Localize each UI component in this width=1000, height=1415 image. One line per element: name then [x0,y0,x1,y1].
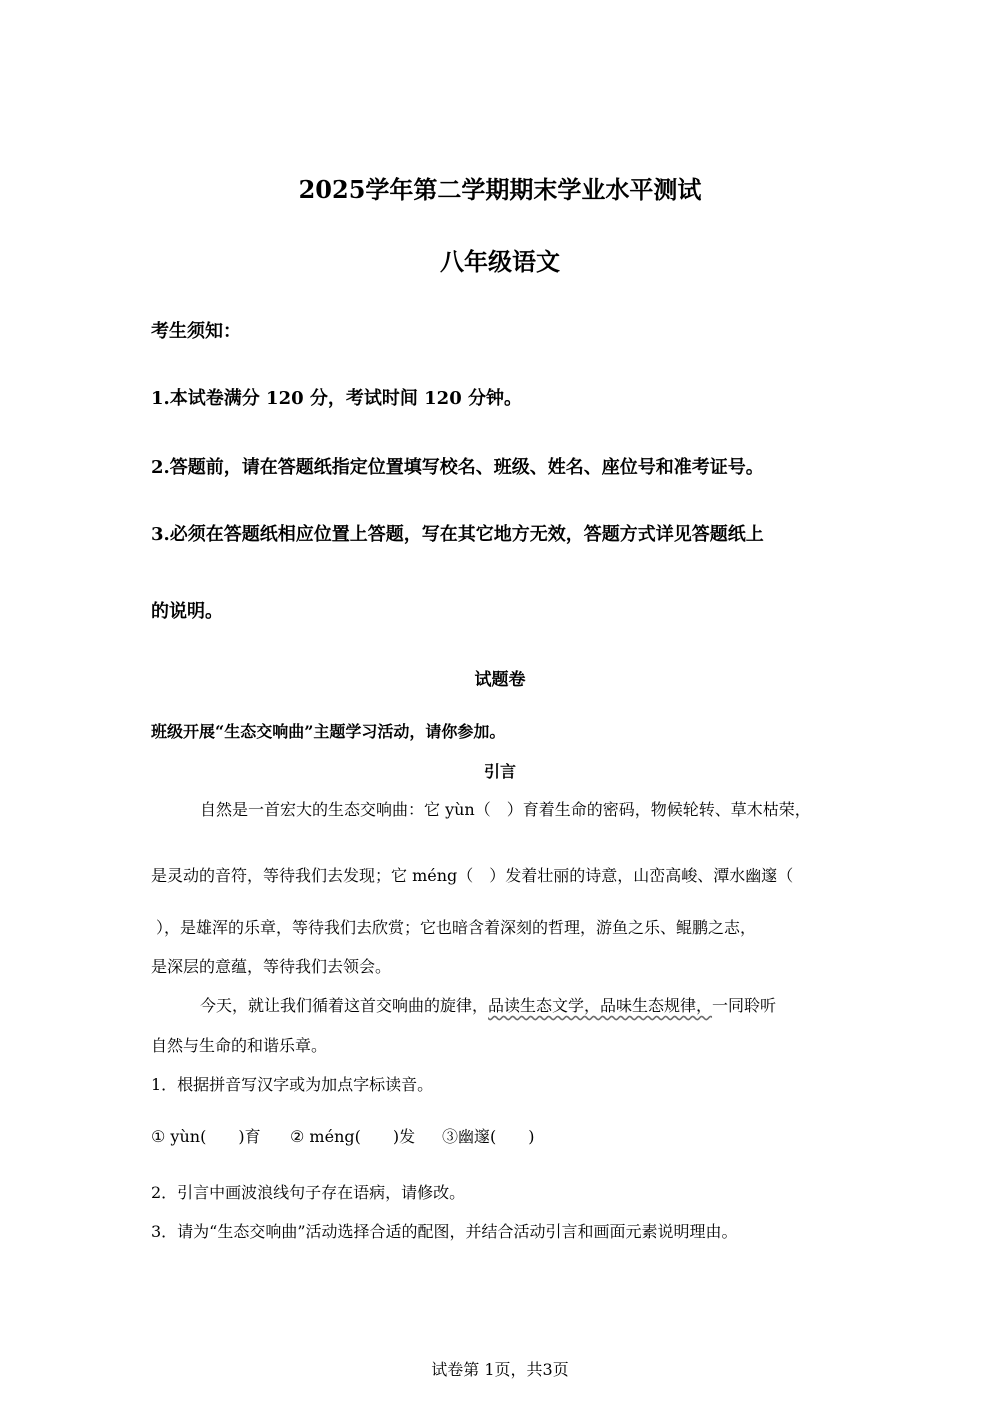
notice-item-3-line-2: 的说明。 [151,601,223,622]
question-1: 1．根据拼音写汉字或为加点字标读音。 [151,1075,434,1094]
paragraph-2-text-prefix: 今天，就让我们循着这首交响曲的旋律， [200,996,489,1015]
wavy-underlined-sentence: 品读生态文学，品味生态规律， [488,996,713,1015]
exam-title: 2025学年第二学期期末学业水平测试 [298,175,702,204]
paragraph-2-text-suffix: 一同聆听 [712,996,777,1015]
section-title: 试题卷 [474,670,526,690]
preface-paragraph-2-line-1 [200,993,776,1016]
preface-title: 引言 [483,762,516,781]
preface-paragraph-1-line-1: 自然是一首宏大的生态交响曲：它 yùn（ ）育着生命的密码，物候轮转、草木枯荣， [200,800,811,819]
preface-paragraph-1-line-4: 是深层的意蕴，等待我们去领会。 [151,957,392,976]
activity-intro: 班级开展“生态交响曲”主题学习活动，请你参加。 [151,722,506,741]
question-2: 2．引言中画波浪线句子存在语病，请修改。 [151,1183,466,1202]
question-3: 3．请为“生态交响曲”活动选择合适的配图，并结合活动引言和画面元素说明理由。 [151,1222,738,1241]
notice-item-2: 2.答题前，请在答题纸指定位置填写校名、班级、姓名、座位号和准考证号。 [151,457,764,478]
notice-item-3-line-1: 3.必须在答题纸相应位置上答题，写在其它地方无效，答题方式详见答题纸上 [151,524,764,545]
preface-paragraph-1-line-2: 是灵动的音符，等待我们去发现；它 méng（ ）发着壮丽的诗意，山峦高峻、潭水幽邃（ [151,866,794,885]
exam-subtitle: 八年级语文 [440,247,560,276]
question-1-item-c: ③幽邃( ) [442,1127,535,1146]
question-1-item-a: ① yùn( )育 [151,1127,261,1146]
notice-heading: 考生须知： [151,321,241,342]
question-1-item-b: ② méng( )发 [290,1127,416,1146]
notice-item-1: 1.本试卷满分 120 分，考试时间 120 分钟。 [151,388,523,409]
page-footer: 试卷第 1页，共3页 [431,1360,569,1379]
preface-paragraph-1-line-3: ），是雄浑的乐章，等待我们去欣赏；它也暗含着深刻的哲理，游鱼之乐、鲲鹏之志， [156,918,757,937]
preface-paragraph-2-line-2: 自然与生命的和谐乐章。 [151,1036,328,1055]
